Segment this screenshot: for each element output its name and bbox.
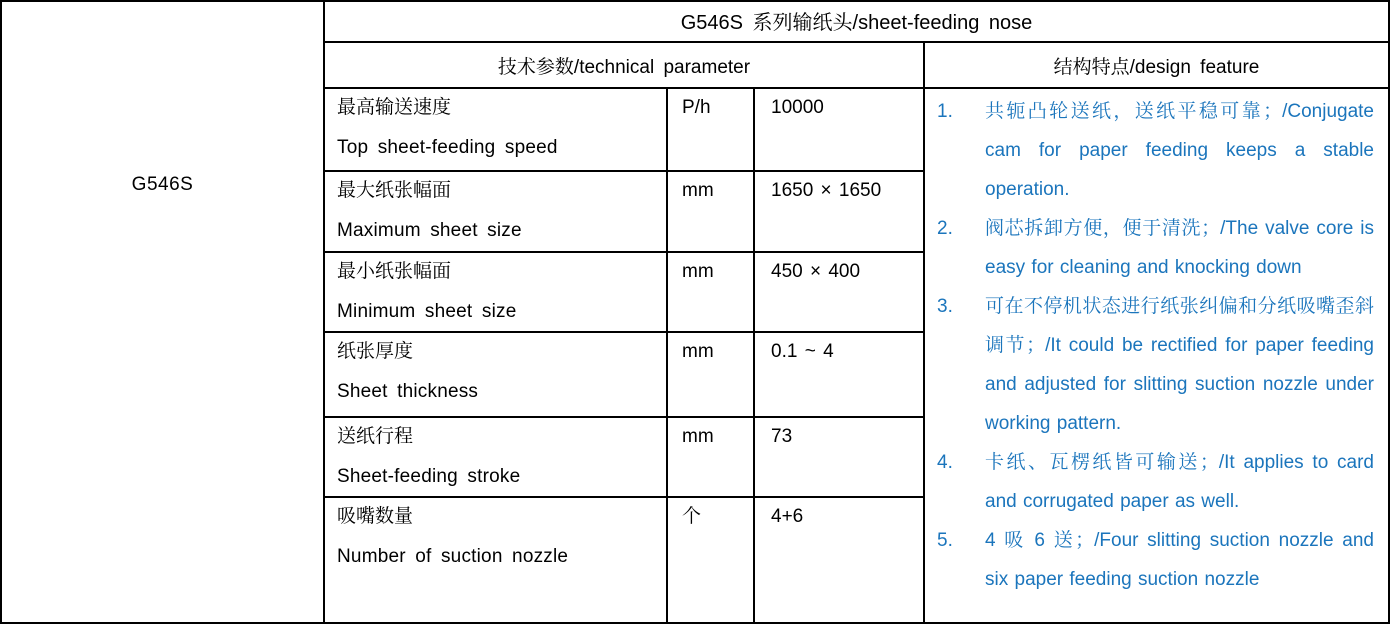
parameter-name-cn: 吸嘴数量 [337,506,414,527]
parameter-unit-cell [668,253,755,333]
design-feature-text: 共轭凸轮送纸，送纸平稳可靠；/Conjugate cam for paper feeding keeps a stable operation. [985,101,1374,200]
parameter-unit-cell [668,418,755,498]
parameter-unit-cell [668,89,755,172]
parameter-unit-cell [668,498,755,622]
parameter-name-cn: 最高输送速度 [337,97,452,118]
parameter-value-cell [755,89,925,172]
design-feature-number: 2. [937,218,953,239]
parameter-unit-cell [668,333,755,418]
design-feature-header-label: 结构特点/design feature [1053,56,1260,78]
parameter-name-cell [325,498,668,622]
design-feature-number: 3. [937,296,953,317]
parameter-name-cn: 送纸行程 [337,426,414,447]
parameter-name-cell [325,333,668,418]
parameter-value: 0.1 ~ 4 [771,341,834,362]
parameter-name-cn: 纸张厚度 [337,341,414,362]
design-feature-item [937,443,1374,521]
parameter-unit: mm [682,180,714,201]
parameter-unit: P/h [682,97,711,118]
design-feature-item [937,209,1374,287]
parameter-unit: mm [682,426,714,447]
parameter-name-cell [325,172,668,253]
parameter-value: 73 [771,426,793,447]
parameter-name-cell [325,253,668,333]
parameter-name-en: Number of suction nozzle [337,546,569,567]
model-cell [2,2,325,622]
parameter-name-cn: 最小纸张幅面 [337,261,452,282]
design-feature-item [937,92,1374,209]
design-feature-number: 1. [937,101,953,122]
parameter-unit: mm [682,341,714,362]
parameter-unit: mm [682,261,714,282]
parameter-name-en: Minimum sheet size [337,301,517,322]
parameter-value: 1650 × 1650 [771,180,882,201]
model-label: G546S [131,174,194,195]
parameter-value-cell [755,418,925,498]
parameter-name-en: Sheet thickness [337,381,479,402]
design-feature-list [925,89,1388,622]
design-feature-text: 可在不停机状态进行纸张纠偏和分纸吸嘴歪斜调节；/It could be rectified for paper feeding and adjusted for slitting suction nozzle under working pattern. [985,296,1374,434]
parameter-value-cell [755,253,925,333]
design-feature-item [937,287,1374,443]
table-title [325,2,1388,43]
parameter-name-cell [325,418,668,498]
design-feature-header [925,43,1388,89]
technical-parameter-header-label: 技术参数/technical parameter [497,56,751,78]
parameter-value-cell [755,498,925,622]
parameter-name-en: Maximum sheet size [337,220,522,241]
parameter-value: 4+6 [771,506,804,527]
parameter-value: 450 × 400 [771,261,861,282]
table-title-label: G546S 系列输纸头/sheet-feeding nose [680,12,1033,34]
parameter-name-en: Top sheet-feeding speed [337,137,558,158]
design-feature-number: 5. [937,530,953,551]
parameter-name-cell [325,89,668,172]
design-feature-text: 阀芯拆卸方便，便于清洗；/The valve core is easy for cleaning and knocking down [985,218,1374,278]
design-feature-number: 4. [937,452,953,473]
design-feature-item [937,521,1374,599]
parameter-unit: 个 [682,506,702,527]
parameter-name-cn: 最大纸张幅面 [337,180,452,201]
parameter-value-cell [755,172,925,253]
design-feature-text: 卡纸、瓦楞纸皆可输送；/It applies to card and corrugated paper as well. [985,452,1374,512]
parameter-name-en: Sheet-feeding stroke [337,466,521,487]
design-feature-text: 4 吸 6 送；/Four slitting suction nozzle and six paper feeding suction nozzle [985,530,1374,590]
parameter-value: 10000 [771,97,824,118]
parameter-value-cell [755,333,925,418]
technical-parameter-header [325,43,925,89]
parameter-unit-cell [668,172,755,253]
